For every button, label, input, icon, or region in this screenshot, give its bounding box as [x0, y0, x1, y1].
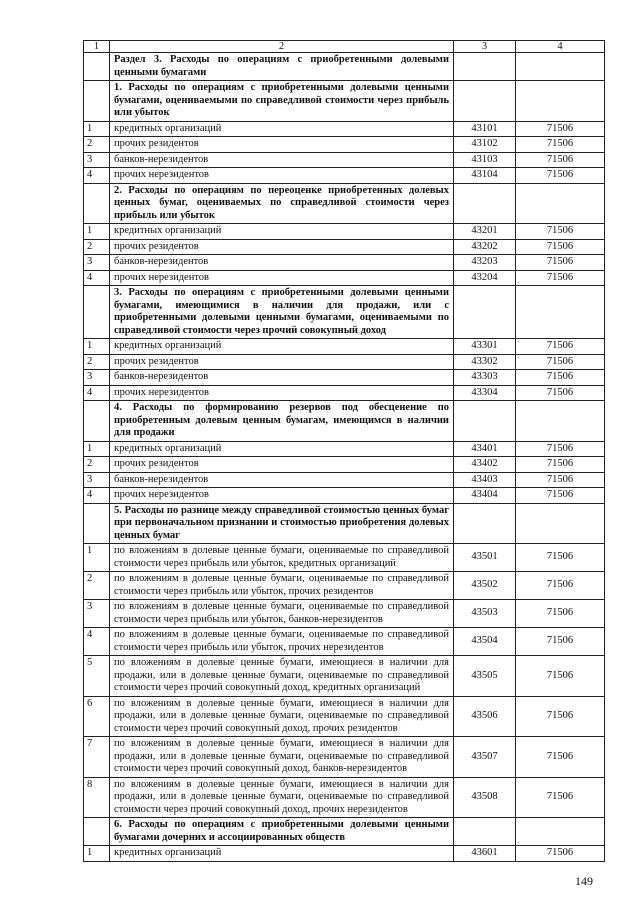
- table-row: [84, 846, 605, 862]
- account-code: 43304: [454, 385, 516, 401]
- account-code: 43103: [454, 152, 516, 168]
- account-code: 43502: [454, 572, 516, 600]
- row-description: кредитных организаций: [110, 121, 454, 137]
- reference-code: 71506: [516, 385, 605, 401]
- row-description: кредитных организаций: [110, 339, 454, 355]
- row-number: 2: [84, 137, 110, 153]
- reference-code-cell: [516, 286, 605, 339]
- account-code: 43501: [454, 544, 516, 572]
- row-description: прочих нерезидентов: [110, 270, 454, 286]
- row-number: 1: [84, 224, 110, 240]
- reference-code: 71506: [516, 354, 605, 370]
- row-description: по вложениям в долевые ценные бумаги, имеющиеся в наличии для продажи, или в долевые ценные бумаги, оцениваемые по справедливой стоимости через прочий совокупный доход, кредитных организаций: [110, 656, 454, 697]
- header-cell-2: 2: [110, 41, 454, 53]
- section-row: [84, 183, 605, 224]
- account-code-cell: [454, 818, 516, 846]
- account-code: 43507: [454, 737, 516, 778]
- account-code: 43303: [454, 370, 516, 386]
- row-number: 5: [84, 656, 110, 697]
- header-cell-3: 3: [454, 41, 516, 53]
- section-row: [84, 818, 605, 846]
- account-code: 43401: [454, 441, 516, 457]
- reference-code: 71506: [516, 137, 605, 153]
- account-code: 43601: [454, 846, 516, 862]
- section-row: [84, 81, 605, 122]
- account-code: 43506: [454, 696, 516, 737]
- account-code-cell: [454, 53, 516, 81]
- row-description: банков-нерезидентов: [110, 152, 454, 168]
- row-description: кредитных организаций: [110, 224, 454, 240]
- table-row: [84, 488, 605, 504]
- reference-code: 71506: [516, 339, 605, 355]
- row-number: 4: [84, 270, 110, 286]
- reference-code: 71506: [516, 628, 605, 656]
- row-description: банков-нерезидентов: [110, 472, 454, 488]
- section-title: 1. Расходы по операциям с приобретенными долевыми ценными бумагами, оцениваемыми по справедливой стоимости через прибыль или убыток: [110, 81, 454, 122]
- row-number-cell: [84, 286, 110, 339]
- account-code-cell: [454, 401, 516, 442]
- row-description: по вложениям в долевые ценные бумаги, имеющиеся в наличии для продажи, или в долевые ценные бумаги, оцениваемые по справедливой стоимости через прочий совокупный доход, прочих нерезидентов: [110, 777, 454, 818]
- section-row: [84, 286, 605, 339]
- row-number: 1: [84, 121, 110, 137]
- table-body: [84, 53, 605, 862]
- account-code: 43102: [454, 137, 516, 153]
- reference-code: 71506: [516, 255, 605, 271]
- row-description: прочих резидентов: [110, 239, 454, 255]
- row-number: 1: [84, 339, 110, 355]
- row-number-cell: [84, 81, 110, 122]
- table-row: [84, 628, 605, 656]
- account-code: 43204: [454, 270, 516, 286]
- account-code-cell: [454, 503, 516, 544]
- table-header-row: [84, 41, 605, 53]
- section-row: [84, 503, 605, 544]
- table-row: [84, 385, 605, 401]
- section-title: 3. Расходы по операциям с приобретенными долевыми ценными бумагами, имеющимися в наличии для продажи, или с приобретенными долевыми ценными бумагами, оцениваемыми по справедливой стоимости через прочий совокупный доход: [110, 286, 454, 339]
- reference-code-cell: [516, 503, 605, 544]
- reference-code: 71506: [516, 544, 605, 572]
- row-number: 6: [84, 696, 110, 737]
- reference-code: 71506: [516, 696, 605, 737]
- section-row: [84, 401, 605, 442]
- section-title: Раздел 3. Расходы по операциям с приобретенными долевыми ценными бумагами: [110, 53, 454, 81]
- header-cell-4: 4: [516, 41, 605, 53]
- table-row: [84, 168, 605, 184]
- reference-code-cell: [516, 53, 605, 81]
- accounts-table: [83, 40, 605, 862]
- table-row: [84, 270, 605, 286]
- row-number: 4: [84, 628, 110, 656]
- row-number-cell: [84, 401, 110, 442]
- row-description: прочих резидентов: [110, 137, 454, 153]
- table-row: [84, 544, 605, 572]
- reference-code: 71506: [516, 656, 605, 697]
- table-row: [84, 696, 605, 737]
- reference-code: 71506: [516, 441, 605, 457]
- account-code: 43201: [454, 224, 516, 240]
- header-cell-1: 1: [84, 41, 110, 53]
- account-code: 43404: [454, 488, 516, 504]
- row-number: 3: [84, 255, 110, 271]
- row-number: 1: [84, 544, 110, 572]
- reference-code: 71506: [516, 472, 605, 488]
- reference-code: 71506: [516, 239, 605, 255]
- row-number: 1: [84, 846, 110, 862]
- account-code: 43508: [454, 777, 516, 818]
- row-number: 8: [84, 777, 110, 818]
- account-code-cell: [454, 286, 516, 339]
- account-code: 43402: [454, 457, 516, 473]
- row-description: по вложениям в долевые ценные бумаги, оцениваемые по справедливой стоимости через прибыль или убыток, кредитных организаций: [110, 544, 454, 572]
- account-code: 43403: [454, 472, 516, 488]
- row-number: 7: [84, 737, 110, 778]
- account-code: 43101: [454, 121, 516, 137]
- table-row: [84, 224, 605, 240]
- account-code: 43301: [454, 339, 516, 355]
- row-description: по вложениям в долевые ценные бумаги, оцениваемые по справедливой стоимости через прибыль или убыток, прочих резидентов: [110, 572, 454, 600]
- row-description: банков-нерезидентов: [110, 370, 454, 386]
- row-number: 1: [84, 441, 110, 457]
- row-number: 3: [84, 472, 110, 488]
- reference-code: 71506: [516, 168, 605, 184]
- account-code: 43302: [454, 354, 516, 370]
- row-number-cell: [84, 818, 110, 846]
- row-number: 2: [84, 354, 110, 370]
- reference-code: 71506: [516, 777, 605, 818]
- reference-code-cell: [516, 183, 605, 224]
- row-number: 3: [84, 600, 110, 628]
- reference-code: 71506: [516, 152, 605, 168]
- section-title: 4. Расходы по формированию резервов под обесценение по приобретенным долевым ценным бумагам, имеющимся в наличии для продажи: [110, 401, 454, 442]
- section-title: 5. Расходы по разнице между справедливой стоимостью ценных бумаг при первоначальном признании и стоимостью приобретения долевых ценных бумаг: [110, 503, 454, 544]
- row-number: 3: [84, 370, 110, 386]
- account-code: 43104: [454, 168, 516, 184]
- row-description: прочих нерезидентов: [110, 488, 454, 504]
- reference-code: 71506: [516, 224, 605, 240]
- table-row: [84, 656, 605, 697]
- table-row: [84, 152, 605, 168]
- row-number: 4: [84, 385, 110, 401]
- row-description: по вложениям в долевые ценные бумаги, имеющиеся в наличии для продажи, или в долевые ценные бумаги, оцениваемые по справедливой стоимости через прочий совокупный доход, банков-нерезидентов: [110, 737, 454, 778]
- reference-code: 71506: [516, 370, 605, 386]
- section-row: [84, 53, 605, 81]
- table-row: [84, 600, 605, 628]
- table-row: [84, 255, 605, 271]
- row-description: прочих резидентов: [110, 354, 454, 370]
- reference-code-cell: [516, 818, 605, 846]
- account-code: 43503: [454, 600, 516, 628]
- row-description: прочих нерезидентов: [110, 168, 454, 184]
- table-row: [84, 370, 605, 386]
- row-description: кредитных организаций: [110, 846, 454, 862]
- account-code: 43202: [454, 239, 516, 255]
- row-description: по вложениям в долевые ценные бумаги, оцениваемые по справедливой стоимости через прибыль или убыток, прочих нерезидентов: [110, 628, 454, 656]
- reference-code: 71506: [516, 121, 605, 137]
- row-number: 2: [84, 457, 110, 473]
- row-description: прочих нерезидентов: [110, 385, 454, 401]
- table-row: [84, 572, 605, 600]
- row-number: 4: [84, 488, 110, 504]
- table-row: [84, 737, 605, 778]
- row-number: 3: [84, 152, 110, 168]
- account-code-cell: [454, 81, 516, 122]
- page-number: 149: [575, 874, 593, 888]
- account-code: 43203: [454, 255, 516, 271]
- table-row: [84, 441, 605, 457]
- reference-code: 71506: [516, 572, 605, 600]
- reference-code: 71506: [516, 846, 605, 862]
- table-row: [84, 339, 605, 355]
- account-code: 43505: [454, 656, 516, 697]
- account-code-cell: [454, 183, 516, 224]
- section-title: 2. Расходы по операциям по переоценке приобретенных долевых ценных бумаг, оцениваемых по справедливой стоимости через прибыль или убыток: [110, 183, 454, 224]
- reference-code: 71506: [516, 600, 605, 628]
- reference-code-cell: [516, 81, 605, 122]
- reference-code: 71506: [516, 488, 605, 504]
- row-description: по вложениям в долевые ценные бумаги, имеющиеся в наличии для продажи, или в долевые ценные бумаги, оцениваемые по справедливой стоимости через прочий совокупный доход, прочих резидентов: [110, 696, 454, 737]
- row-number-cell: [84, 503, 110, 544]
- row-description: прочих резидентов: [110, 457, 454, 473]
- row-number: 2: [84, 239, 110, 255]
- table-row: [84, 354, 605, 370]
- row-description: по вложениям в долевые ценные бумаги, оцениваемые по справедливой стоимости через прибыль или убыток, банков-нерезидентов: [110, 600, 454, 628]
- row-number: 2: [84, 572, 110, 600]
- table-row: [84, 777, 605, 818]
- table-row: [84, 239, 605, 255]
- row-number-cell: [84, 183, 110, 224]
- account-code: 43504: [454, 628, 516, 656]
- table-row: [84, 137, 605, 153]
- reference-code-cell: [516, 401, 605, 442]
- table-row: [84, 457, 605, 473]
- row-number: 4: [84, 168, 110, 184]
- section-title: 6. Расходы по операциям с приобретенными долевыми ценными бумагами дочерних и ассоциированных обществ: [110, 818, 454, 846]
- reference-code: 71506: [516, 737, 605, 778]
- table-row: [84, 472, 605, 488]
- row-number-cell: [84, 53, 110, 81]
- reference-code: 71506: [516, 457, 605, 473]
- table-row: [84, 121, 605, 137]
- reference-code: 71506: [516, 270, 605, 286]
- row-description: банков-нерезидентов: [110, 255, 454, 271]
- row-description: кредитных организаций: [110, 441, 454, 457]
